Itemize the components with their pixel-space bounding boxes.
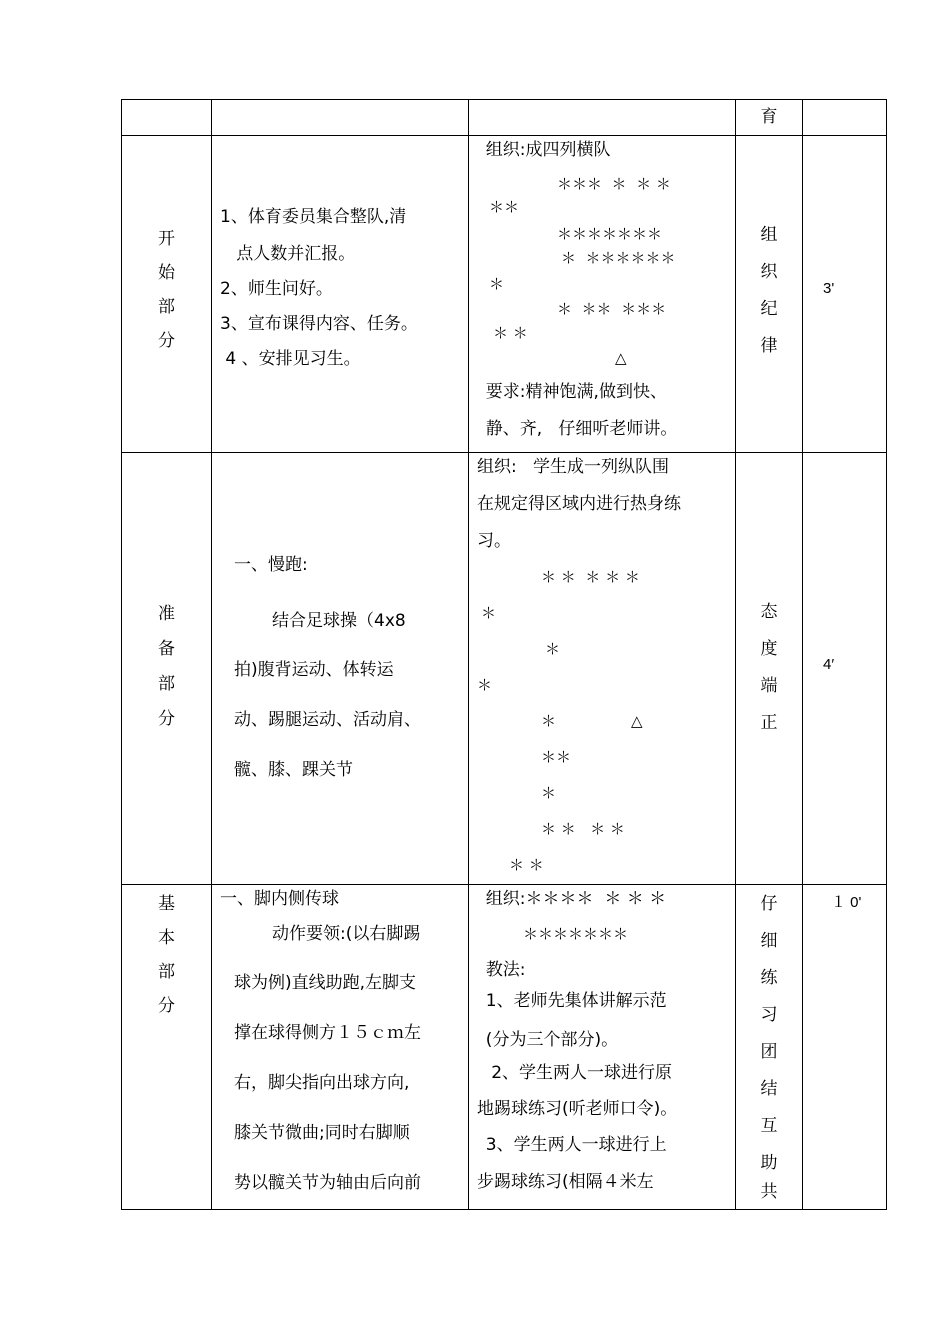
formation-line: ＊＊ [489,198,520,216]
content-cell [212,453,469,885]
requirement-cell [736,100,803,136]
requirement-char: 正 [760,713,778,733]
requirement-char: 端 [760,676,778,696]
organization-line: 地踢球练习(听老师口令)。 [477,1099,678,1119]
organization-line: 1、老师先集体讲解示范 [475,991,667,1011]
content-line: 2、师生问好。 [220,279,333,299]
requirement-char: 助 [760,1153,778,1173]
phase-char: 分 [158,331,175,351]
formation-line: ＊ [545,640,561,658]
content-cell [212,885,469,1210]
organization-line: 静、齐, 仔细听老师讲。 [475,419,678,439]
phase-char: 备 [158,639,175,659]
formation-line: ＊ ＊＊＊＊＊＊ [561,249,676,267]
content-line: 球为例)直线助跑,左脚支 [234,973,417,993]
organization-line: (分为三个部分)。 [475,1030,619,1050]
formation-line: ＊ [477,676,493,694]
formation-line: ＊ [481,604,497,622]
phase-char: 部 [158,962,175,982]
requirement-char: 共 [760,1182,778,1202]
requirement-char: 度 [760,639,778,659]
requirement-char: 细 [760,931,778,951]
requirement-char: 习 [760,1005,778,1025]
table-row [122,885,887,1210]
organization-line: 在规定得区域内进行热身练 [477,494,681,514]
content-line: 撑在球得侧方１５ｃｍ左 [234,1023,421,1043]
time-cell [803,453,887,885]
requirement-cell [736,136,803,453]
content-line: 结合足球操（4x8 [272,611,406,631]
teacher-triangle: △ [631,712,643,730]
requirement-char: 态 [760,602,778,622]
organization-cell [469,136,736,453]
phase-cell [122,885,212,1210]
organization-cell [469,100,736,136]
table-row [122,100,887,136]
organization-line: 要求:精神饱满,做到快、 [475,382,667,402]
requirement-char: 仔 [760,894,778,914]
time-cell [803,885,887,1210]
content-cell [212,136,469,453]
formation-line: ＊ [489,275,505,293]
time-value: 3' [823,280,835,297]
organization-cell [469,885,736,1210]
teacher-triangle: △ [615,349,627,367]
phase-char: 部 [158,674,175,694]
content-line: 髋、膝、踝关节 [234,760,353,780]
phase-char: 本 [158,928,175,948]
organization-line: 2、学生两人一球进行原 [475,1063,673,1083]
organization-line: 习。 [477,531,511,551]
content-line: 4 、安排见习生。 [220,349,361,369]
content-line: 点人数并汇报。 [220,244,356,264]
content-line: 拍)腹背运动、体转运 [234,660,394,680]
phase-cell [122,100,212,136]
content-line: 势以髋关节为轴由后向前 [234,1173,421,1193]
requirement-char: 律 [760,336,778,356]
formation-line: ＊ ＊ ＊ ＊ [541,820,625,838]
lesson-plan-table [121,99,887,1210]
content-line: 一、慢跑: [234,555,308,575]
phase-cell [122,136,212,453]
phase-cell [122,453,212,885]
time-value: 4′ [823,656,835,673]
content-line: 膝关节微曲;同时右脚顺 [234,1123,410,1143]
formation-line: ＊＊＊＊＊＊＊ [523,925,629,943]
requirement-char: 育 [760,107,778,127]
phase-char: 分 [158,996,175,1016]
phase-char: 分 [158,709,175,729]
phase-char: 部 [158,297,175,317]
requirement-cell [736,453,803,885]
requirement-char: 互 [760,1116,778,1136]
table-row [122,453,887,885]
content-line: 动、踢腿运动、活动肩、 [234,710,421,730]
organization-cell [469,453,736,885]
formation-line: ＊＊ [541,748,572,766]
requirement-char: 练 [760,968,778,988]
phase-char: 基 [158,894,175,914]
formation-line: ＊ [541,784,557,802]
organization-line: 组织:成四列横队 [475,140,611,160]
content-line: 一、脚内侧传球 [220,889,339,909]
requirement-char: 团 [760,1042,778,1062]
organization-line: 组织: 学生成一列纵队围 [477,457,669,477]
organization-line: 组织:＊＊＊＊ ＊ ＊ ＊ [475,889,667,909]
formation-line: ＊ ＊＊ ＊＊＊ [557,300,667,318]
content-line: 右，脚尖指向出球方向, [234,1073,410,1093]
time-cell [803,100,887,136]
requirement-char: 组 [760,225,778,245]
requirement-cell [736,885,803,1210]
time-value: １ 0' [831,894,862,911]
content-cell [212,100,469,136]
phase-char: 始 [158,263,175,283]
formation-line: ＊＊＊ ＊ ＊ ＊ [557,175,671,193]
requirement-char: 结 [760,1079,778,1099]
table-row [122,136,887,453]
organization-line: 步踢球练习(相隔４米左 [477,1172,654,1192]
content-line: 3、宣布课得内容、任务。 [220,314,418,334]
content-line: 1、体育委员集合整队,清 [220,207,407,227]
formation-line: ＊＊＊＊＊＊＊ [557,225,663,243]
time-cell [803,136,887,453]
organization-line: 3、学生两人一球进行上 [475,1135,667,1155]
content-line: 动作要领:(以右脚踢 [272,924,421,944]
organization-line: 教法: [475,960,526,980]
phase-char: 准 [158,604,175,624]
phase-char: 开 [158,229,175,249]
formation-line: ＊ ＊ [509,856,544,874]
formation-line: ＊ ＊ ＊ ＊ ＊ [541,568,640,586]
formation-line: ＊ ＊ [493,324,528,342]
formation-line: ＊ [541,712,557,730]
requirement-char: 纪 [760,299,778,319]
requirement-char: 织 [760,262,778,282]
